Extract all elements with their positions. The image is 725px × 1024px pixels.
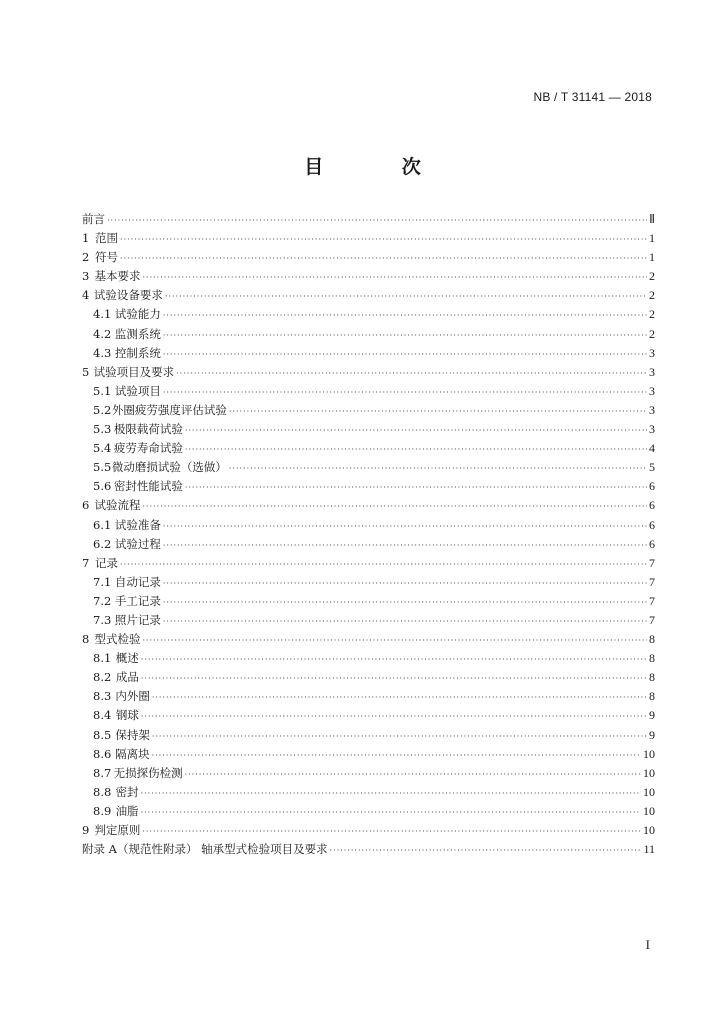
toc-leader-dots: [163, 345, 647, 364]
toc-entry-page: 8: [649, 670, 655, 685]
toc-entry-title: 油脂: [115, 803, 139, 818]
toc-entry-page: 6: [649, 517, 655, 532]
toc-entry-page: 10: [643, 746, 655, 761]
toc-entry-title: 试验项目: [114, 383, 161, 398]
toc-entry[interactable]: [82, 305, 655, 324]
toc-leader-dots: [152, 746, 641, 765]
toc-entry-page: 7: [649, 612, 655, 627]
toc-entry-page: 11: [643, 842, 655, 857]
toc-entry-number: 6.1: [93, 517, 112, 532]
toc-entry[interactable]: [82, 229, 655, 248]
toc-entry[interactable]: [82, 630, 655, 649]
toc-entry[interactable]: [82, 840, 655, 859]
toc-entry-page: 6: [649, 536, 655, 551]
toc-entry[interactable]: [82, 668, 655, 687]
toc-entry-page: 3: [649, 422, 655, 437]
toc-entry[interactable]: [82, 611, 655, 630]
toc-entry-title: 记录: [95, 555, 119, 570]
toc-entry-number: 8.5: [93, 727, 112, 742]
toc-leader-dots: [120, 555, 647, 574]
toc-entry-number: 8.2: [93, 670, 112, 685]
toc-leader-dots: [152, 727, 647, 746]
toc-entry-title: 控制系统: [114, 345, 161, 360]
toc-leader-dots: [141, 707, 647, 726]
toc-leader-dots: [163, 593, 647, 612]
toc-entry-number: 2: [82, 250, 90, 265]
toc-entry-title: 试验项目及要求: [93, 364, 175, 379]
toc-entry-page: 10: [643, 784, 655, 799]
toc-entry-title: 自动记录: [114, 574, 161, 589]
toc-entry-number: 5.3: [93, 422, 112, 437]
toc-entry-number: 7.1: [93, 574, 112, 589]
toc-entry[interactable]: [82, 401, 655, 420]
toc-leader-dots: [163, 574, 647, 593]
toc-entry-title: 试验能力: [114, 307, 161, 322]
toc-entry[interactable]: [82, 210, 655, 229]
toc-entry-page: 3: [649, 402, 655, 417]
toc-leader-dots: [163, 536, 647, 555]
toc-entry-number: 1: [82, 231, 90, 246]
toc-entry-title: 基本要求: [94, 269, 141, 284]
toc-entry-title: 密封: [115, 784, 139, 799]
toc-entry-title: 保持架: [115, 727, 150, 742]
toc-leader-dots: [142, 631, 647, 650]
toc-entry-number: 8.6: [93, 746, 112, 761]
toc-entry-title: 内外圈: [115, 689, 150, 704]
toc-entry-page: 5: [649, 460, 655, 475]
toc-leader-dots: [229, 459, 647, 478]
toc-entry-number: 6: [82, 498, 90, 513]
toc-entry[interactable]: [82, 687, 655, 706]
toc-leader-dots: [141, 669, 647, 688]
toc-entry[interactable]: [82, 764, 655, 783]
toc-entry-title: 范围: [95, 231, 119, 246]
toc-leader-dots: [152, 688, 647, 707]
toc-entry-title: 外圈疲劳强度评估试验: [111, 402, 227, 417]
toc-entry[interactable]: [82, 496, 655, 515]
toc-entry-title: 照片记录: [114, 612, 161, 627]
toc-entry-title: 极限载荷试验: [113, 422, 183, 437]
toc-entry-title: 手工记录: [114, 593, 161, 608]
toc-leader-dots: [163, 383, 647, 402]
toc-leader-dots: [229, 402, 647, 421]
toc-entry-title: 微动磨损试验（选做）: [111, 460, 227, 475]
toc-entry[interactable]: [82, 477, 655, 496]
toc-entry[interactable]: [82, 802, 655, 821]
toc-entry-page: 10: [643, 823, 655, 837]
toc-entry-number: 4.2: [93, 326, 112, 341]
toc-entry-number: 5.4: [93, 441, 112, 456]
toc-entry-title: 密封性能试验: [113, 479, 183, 494]
toc-entry-page: 10: [643, 765, 655, 780]
toc-leader-dots: [185, 421, 647, 440]
toc-entry-title: 符号: [95, 250, 119, 265]
toc-leader-dots: [163, 612, 647, 631]
toc-entry-number: 8.8: [93, 784, 112, 799]
toc-entry[interactable]: [82, 458, 655, 477]
toc-entry-title: 试验设备要求: [93, 288, 163, 303]
toc-entry-title: 附录 A（规范性附录） 轴承型式检验项目及要求: [82, 842, 328, 857]
toc-leader-dots: [120, 249, 647, 268]
toc-entry-page: 10: [643, 803, 655, 818]
toc-leader-dots: [142, 497, 647, 516]
toc-entry-number: 8.1: [93, 651, 112, 666]
toc-entry[interactable]: [82, 706, 655, 725]
toc-entry-page: 6: [649, 498, 655, 513]
toc-entry-number: 8: [82, 632, 90, 647]
toc-entry[interactable]: [82, 439, 655, 458]
toc-leader-dots: [141, 650, 647, 669]
page-title: 目 次: [304, 156, 457, 178]
toc-entry-page: 9: [649, 727, 655, 742]
toc-entry[interactable]: [82, 726, 655, 745]
toc-leader-dots: [141, 803, 641, 822]
toc-leader-dots: [163, 306, 647, 325]
toc-entry-number: 5: [82, 364, 90, 379]
toc-entry[interactable]: [82, 535, 655, 554]
toc-entry-number: 5.1: [93, 383, 112, 398]
toc-entry-page: 2: [649, 307, 655, 322]
toc-entry-number: 9: [82, 823, 90, 837]
toc-entry-number: 4.3: [93, 345, 112, 360]
toc-entry[interactable]: [82, 325, 655, 344]
toc-entry[interactable]: [82, 554, 655, 573]
toc-entry[interactable]: [82, 821, 655, 840]
toc-leader-dots: [185, 440, 647, 459]
toc-entry-number: 7.2: [93, 593, 112, 608]
toc-entry-title: 型式检验: [94, 632, 141, 647]
toc-entry-page: 9: [649, 708, 655, 723]
toc-entry-page: 7: [649, 593, 655, 608]
toc-entry[interactable]: [82, 248, 655, 267]
toc-entry[interactable]: [82, 592, 655, 611]
toc-entry-number: 3: [82, 269, 90, 284]
toc-entry-page: 2: [649, 326, 655, 341]
toc-leader-dots: [120, 230, 647, 249]
toc-leader-dots: [176, 364, 647, 383]
toc-leader-dots: [142, 822, 641, 841]
toc-entry-title: 前言: [82, 212, 105, 226]
toc-entry[interactable]: [82, 420, 655, 439]
document-id: NB / T 31141 — 2018: [533, 90, 652, 104]
toc-entry[interactable]: [82, 649, 655, 668]
toc-entry-number: 5.5: [93, 460, 112, 475]
toc-entry[interactable]: [82, 363, 655, 382]
toc-entry-page: 1: [649, 231, 655, 246]
toc-entry-number: 4: [82, 288, 90, 303]
toc-entry-number: 8.3: [93, 689, 112, 704]
toc-entry[interactable]: [82, 382, 655, 401]
toc-entry-number: 8.9: [93, 803, 112, 818]
toc-entry-title: 监测系统: [114, 326, 161, 341]
toc-entry-page: 1: [649, 250, 655, 265]
toc-entry-page: 2: [649, 288, 655, 303]
toc-entry-number: 6.2: [93, 536, 112, 551]
toc-entry-page: Ⅱ: [649, 212, 655, 226]
toc-entry-page: 3: [649, 345, 655, 360]
toc-entry-page: 8: [649, 651, 655, 666]
toc-entry[interactable]: [82, 745, 655, 764]
toc-leader-dots: [142, 268, 647, 287]
toc-entry-page: 7: [649, 555, 655, 570]
toc-entry-number: 4.1: [93, 307, 112, 322]
toc-entry-number: 7: [82, 555, 90, 570]
toc-entry[interactable]: [82, 286, 655, 305]
toc-entry[interactable]: [82, 573, 655, 592]
toc-entry-title: 试验准备: [114, 517, 161, 532]
toc-entry-title: 钢球: [115, 708, 139, 723]
toc-entry-page: 6: [649, 479, 655, 494]
toc-leader-dots: [330, 841, 642, 860]
toc-entry-title: 成品: [115, 670, 139, 685]
toc-entry-number: 5.6: [93, 479, 112, 494]
toc-entry-title: 判定原则: [94, 823, 141, 837]
toc-leader-dots: [107, 211, 647, 230]
toc-entry-title: 疲劳寿命试验: [113, 441, 183, 456]
toc-entry-page: 8: [649, 689, 655, 704]
toc-entry-page: 4: [649, 441, 655, 456]
toc-entry-page: 8: [649, 632, 655, 647]
toc-entry-page: 2: [649, 269, 655, 284]
toc-entry-number: 8.4: [93, 708, 112, 723]
toc-entry[interactable]: [82, 344, 655, 363]
toc-leader-dots: [141, 784, 641, 803]
toc-entry-title: 试验过程: [114, 536, 161, 551]
toc-entry-title: 无损探伤检测: [113, 765, 183, 780]
toc-leader-dots: [163, 326, 647, 345]
toc-entry[interactable]: [82, 516, 655, 535]
toc-leader-dots: [163, 517, 647, 536]
toc-entry[interactable]: [82, 783, 655, 802]
toc-entry-page: 3: [649, 364, 655, 379]
toc-entry-number: 8.7: [93, 765, 112, 780]
toc-entry-number: 5.2: [93, 402, 112, 417]
toc-leader-dots: [185, 765, 641, 784]
toc-entry-page: 3: [649, 383, 655, 398]
toc-entry-title: 试验流程: [94, 498, 141, 513]
toc-entry-title: 概述: [115, 651, 139, 666]
table-of-contents: [82, 210, 655, 859]
toc-entry-page: 7: [649, 574, 655, 589]
toc-entry-title: 隔离块: [115, 746, 150, 761]
toc-leader-dots: [185, 478, 647, 497]
toc-entry-number: 7.3: [93, 612, 112, 627]
toc-leader-dots: [165, 287, 647, 306]
page-number: I: [645, 937, 650, 952]
toc-entry[interactable]: [82, 267, 655, 286]
